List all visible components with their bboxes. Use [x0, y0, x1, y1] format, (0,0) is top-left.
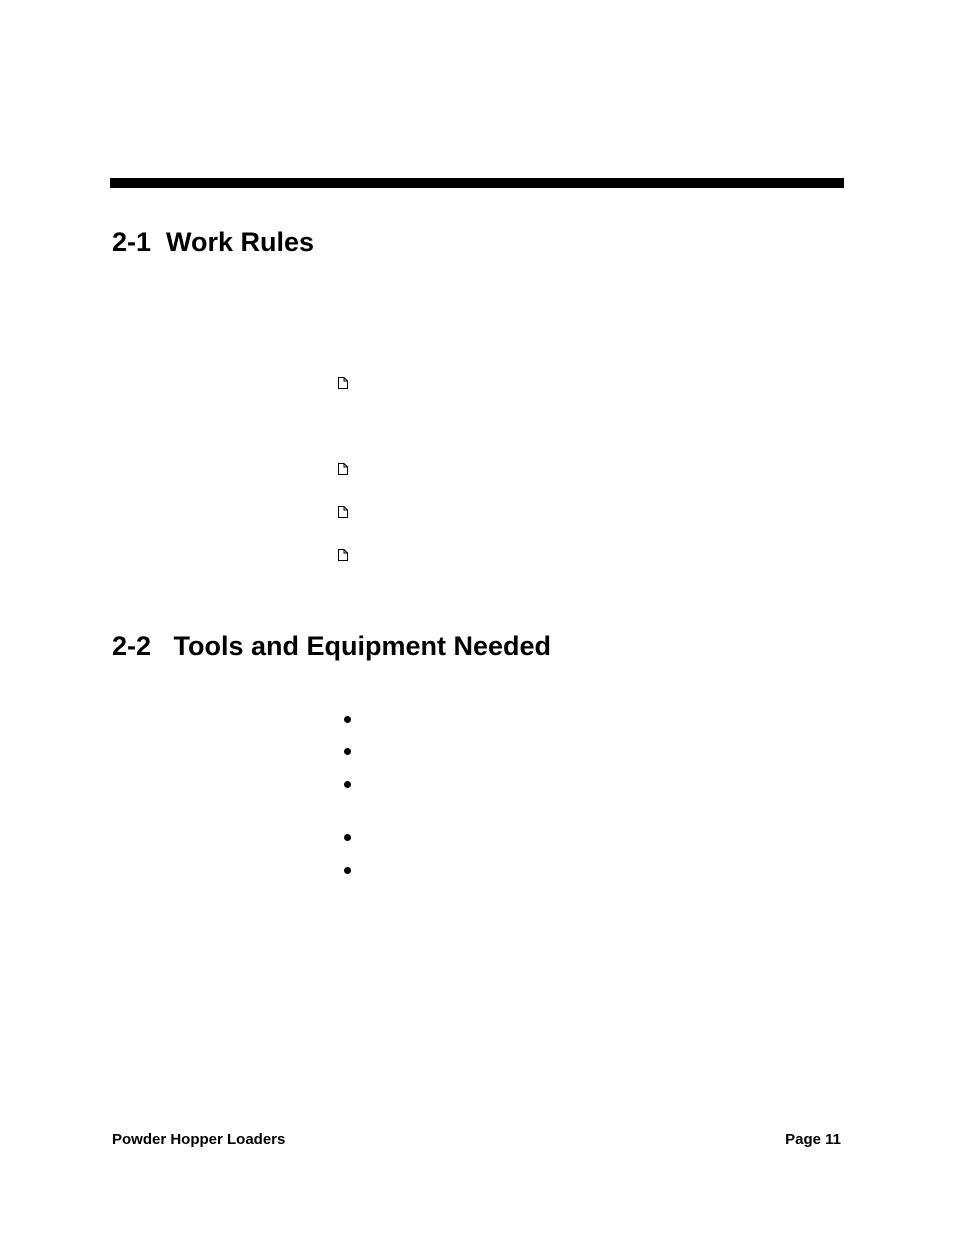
footer-document-title: Powder Hopper Loaders: [112, 1131, 286, 1148]
bullet-icon: [344, 867, 351, 874]
document-icon: [338, 463, 348, 475]
bullet-icon: [344, 834, 351, 841]
document-icon: [338, 549, 348, 561]
document-icon: [338, 506, 348, 518]
bullet-icon: [344, 748, 351, 755]
section-heading-work-rules: 2-1 Work Rules: [112, 227, 315, 257]
bullet-icon: [344, 716, 351, 723]
header-rule: [110, 178, 844, 188]
document-icon: [338, 377, 348, 389]
bullet-icon: [344, 781, 351, 788]
footer-page-number: Page 11: [785, 1131, 841, 1148]
section-heading-tools: 2-2 Tools and Equipment Needed: [112, 631, 552, 661]
